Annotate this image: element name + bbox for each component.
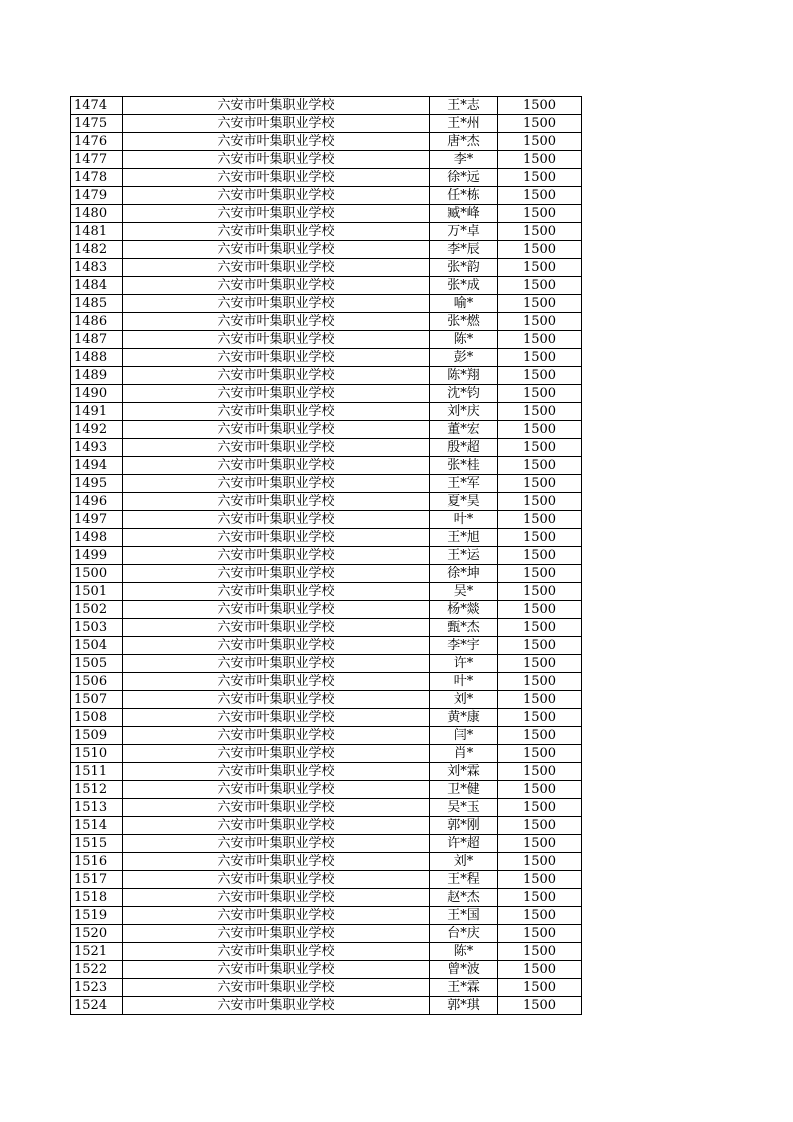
row-number-cell: 1515 bbox=[71, 835, 123, 853]
school-cell: 六安市叶集职业学校 bbox=[123, 871, 430, 889]
school-cell: 六安市叶集职业学校 bbox=[123, 421, 430, 439]
student-name-cell: 郭*琪 bbox=[430, 997, 498, 1015]
school-cell: 六安市叶集职业学校 bbox=[123, 403, 430, 421]
student-name-cell: 王*旭 bbox=[430, 529, 498, 547]
table-row bbox=[71, 619, 582, 637]
amount-cell: 1500 bbox=[498, 727, 582, 745]
row-number-cell: 1521 bbox=[71, 943, 123, 961]
student-name-cell: 叶* bbox=[430, 673, 498, 691]
school-cell: 六安市叶集职业学校 bbox=[123, 331, 430, 349]
table-row bbox=[71, 205, 582, 223]
table-row bbox=[71, 475, 582, 493]
amount-cell: 1500 bbox=[498, 115, 582, 133]
row-number-cell: 1509 bbox=[71, 727, 123, 745]
row-number-cell: 1506 bbox=[71, 673, 123, 691]
school-cell: 六安市叶集职业学校 bbox=[123, 637, 430, 655]
table-row bbox=[71, 565, 582, 583]
amount-cell: 1500 bbox=[498, 241, 582, 259]
student-name-cell: 刘* bbox=[430, 853, 498, 871]
table-row bbox=[71, 889, 582, 907]
row-number-cell: 1513 bbox=[71, 799, 123, 817]
student-name-cell: 沈*钧 bbox=[430, 385, 498, 403]
row-number-cell: 1505 bbox=[71, 655, 123, 673]
school-cell: 六安市叶集职业学校 bbox=[123, 97, 430, 115]
amount-cell: 1500 bbox=[498, 799, 582, 817]
student-name-cell: 张*韵 bbox=[430, 259, 498, 277]
row-number-cell: 1492 bbox=[71, 421, 123, 439]
row-number-cell: 1522 bbox=[71, 961, 123, 979]
row-number-cell: 1486 bbox=[71, 313, 123, 331]
row-number-cell: 1487 bbox=[71, 331, 123, 349]
school-cell: 六安市叶集职业学校 bbox=[123, 691, 430, 709]
row-number-cell: 1520 bbox=[71, 925, 123, 943]
school-cell: 六安市叶集职业学校 bbox=[123, 349, 430, 367]
amount-cell: 1500 bbox=[498, 313, 582, 331]
school-cell: 六安市叶集职业学校 bbox=[123, 799, 430, 817]
amount-cell: 1500 bbox=[498, 187, 582, 205]
student-name-cell: 刘*庆 bbox=[430, 403, 498, 421]
amount-cell: 1500 bbox=[498, 673, 582, 691]
table-row bbox=[71, 367, 582, 385]
school-cell: 六安市叶集职业学校 bbox=[123, 205, 430, 223]
table-row bbox=[71, 925, 582, 943]
row-number-cell: 1494 bbox=[71, 457, 123, 475]
student-name-cell: 叶* bbox=[430, 511, 498, 529]
row-number-cell: 1503 bbox=[71, 619, 123, 637]
school-cell: 六安市叶集职业学校 bbox=[123, 727, 430, 745]
student-name-cell: 徐*坤 bbox=[430, 565, 498, 583]
amount-cell: 1500 bbox=[498, 835, 582, 853]
student-name-cell: 王*程 bbox=[430, 871, 498, 889]
school-cell: 六安市叶集职业学校 bbox=[123, 547, 430, 565]
row-number-cell: 1502 bbox=[71, 601, 123, 619]
school-cell: 六安市叶集职业学校 bbox=[123, 655, 430, 673]
row-number-cell: 1510 bbox=[71, 745, 123, 763]
school-cell: 六安市叶集职业学校 bbox=[123, 781, 430, 799]
row-number-cell: 1514 bbox=[71, 817, 123, 835]
school-cell: 六安市叶集职业学校 bbox=[123, 583, 430, 601]
school-cell: 六安市叶集职业学校 bbox=[123, 907, 430, 925]
amount-cell: 1500 bbox=[498, 385, 582, 403]
student-name-cell: 张*桂 bbox=[430, 457, 498, 475]
row-number-cell: 1524 bbox=[71, 997, 123, 1015]
row-number-cell: 1499 bbox=[71, 547, 123, 565]
school-cell: 六安市叶集职业学校 bbox=[123, 529, 430, 547]
student-name-cell: 台*庆 bbox=[430, 925, 498, 943]
spreadsheet-page bbox=[70, 96, 582, 1015]
amount-cell: 1500 bbox=[498, 403, 582, 421]
amount-cell: 1500 bbox=[498, 691, 582, 709]
table-row bbox=[71, 601, 582, 619]
student-name-cell: 张*燃 bbox=[430, 313, 498, 331]
row-number-cell: 1485 bbox=[71, 295, 123, 313]
row-number-cell: 1517 bbox=[71, 871, 123, 889]
row-number-cell: 1480 bbox=[71, 205, 123, 223]
table-row bbox=[71, 187, 582, 205]
amount-cell: 1500 bbox=[498, 979, 582, 997]
row-number-cell: 1479 bbox=[71, 187, 123, 205]
row-number-cell: 1518 bbox=[71, 889, 123, 907]
table-row bbox=[71, 781, 582, 799]
school-cell: 六安市叶集职业学校 bbox=[123, 817, 430, 835]
row-number-cell: 1482 bbox=[71, 241, 123, 259]
school-cell: 六安市叶集职业学校 bbox=[123, 673, 430, 691]
row-number-cell: 1500 bbox=[71, 565, 123, 583]
amount-cell: 1500 bbox=[498, 97, 582, 115]
amount-cell: 1500 bbox=[498, 745, 582, 763]
table-row bbox=[71, 151, 582, 169]
student-name-cell: 王*州 bbox=[430, 115, 498, 133]
school-cell: 六安市叶集职业学校 bbox=[123, 853, 430, 871]
amount-cell: 1500 bbox=[498, 943, 582, 961]
amount-cell: 1500 bbox=[498, 421, 582, 439]
student-name-cell: 陈* bbox=[430, 331, 498, 349]
amount-cell: 1500 bbox=[498, 853, 582, 871]
amount-cell: 1500 bbox=[498, 619, 582, 637]
student-name-cell: 夏*昊 bbox=[430, 493, 498, 511]
school-cell: 六安市叶集职业学校 bbox=[123, 223, 430, 241]
amount-cell: 1500 bbox=[498, 817, 582, 835]
table-row bbox=[71, 241, 582, 259]
student-name-cell: 李*宇 bbox=[430, 637, 498, 655]
student-name-cell: 徐*远 bbox=[430, 169, 498, 187]
amount-cell: 1500 bbox=[498, 223, 582, 241]
amount-cell: 1500 bbox=[498, 475, 582, 493]
table-row bbox=[71, 331, 582, 349]
table-row bbox=[71, 871, 582, 889]
school-cell: 六安市叶集职业学校 bbox=[123, 961, 430, 979]
table-row bbox=[71, 115, 582, 133]
table-row bbox=[71, 511, 582, 529]
school-cell: 六安市叶集职业学校 bbox=[123, 385, 430, 403]
row-number-cell: 1483 bbox=[71, 259, 123, 277]
row-number-cell: 1484 bbox=[71, 277, 123, 295]
student-name-cell: 王*运 bbox=[430, 547, 498, 565]
student-name-cell: 张*成 bbox=[430, 277, 498, 295]
amount-cell: 1500 bbox=[498, 547, 582, 565]
table-row bbox=[71, 457, 582, 475]
table-row bbox=[71, 979, 582, 997]
row-number-cell: 1478 bbox=[71, 169, 123, 187]
table-row bbox=[71, 97, 582, 115]
row-number-cell: 1507 bbox=[71, 691, 123, 709]
table-row bbox=[71, 691, 582, 709]
school-cell: 六安市叶集职业学校 bbox=[123, 889, 430, 907]
table-row bbox=[71, 961, 582, 979]
row-number-cell: 1491 bbox=[71, 403, 123, 421]
table-row bbox=[71, 637, 582, 655]
table-row bbox=[71, 223, 582, 241]
table-row bbox=[71, 403, 582, 421]
amount-cell: 1500 bbox=[498, 763, 582, 781]
table-row bbox=[71, 277, 582, 295]
school-cell: 六安市叶集职业学校 bbox=[123, 169, 430, 187]
school-cell: 六安市叶集职业学校 bbox=[123, 925, 430, 943]
student-name-cell: 王*志 bbox=[430, 97, 498, 115]
school-cell: 六安市叶集职业学校 bbox=[123, 313, 430, 331]
row-number-cell: 1493 bbox=[71, 439, 123, 457]
table-row bbox=[71, 853, 582, 871]
table-row bbox=[71, 997, 582, 1015]
amount-cell: 1500 bbox=[498, 925, 582, 943]
student-name-cell: 陈*翔 bbox=[430, 367, 498, 385]
table-body bbox=[71, 97, 582, 1015]
table-row bbox=[71, 295, 582, 313]
amount-cell: 1500 bbox=[498, 133, 582, 151]
row-number-cell: 1495 bbox=[71, 475, 123, 493]
school-cell: 六安市叶集职业学校 bbox=[123, 277, 430, 295]
school-cell: 六安市叶集职业学校 bbox=[123, 187, 430, 205]
student-name-cell: 殷*超 bbox=[430, 439, 498, 457]
student-name-cell: 王*军 bbox=[430, 475, 498, 493]
table-row bbox=[71, 727, 582, 745]
amount-cell: 1500 bbox=[498, 709, 582, 727]
school-cell: 六安市叶集职业学校 bbox=[123, 997, 430, 1015]
table-row bbox=[71, 799, 582, 817]
student-name-cell: 刘*霖 bbox=[430, 763, 498, 781]
school-cell: 六安市叶集职业学校 bbox=[123, 295, 430, 313]
amount-cell: 1500 bbox=[498, 277, 582, 295]
student-name-cell: 王*霖 bbox=[430, 979, 498, 997]
student-name-cell: 许*超 bbox=[430, 835, 498, 853]
table-row bbox=[71, 421, 582, 439]
table-row bbox=[71, 259, 582, 277]
student-name-cell: 吴*玉 bbox=[430, 799, 498, 817]
student-name-cell: 李*辰 bbox=[430, 241, 498, 259]
amount-cell: 1500 bbox=[498, 151, 582, 169]
table-row bbox=[71, 907, 582, 925]
student-name-cell: 黄*康 bbox=[430, 709, 498, 727]
student-name-cell: 陈* bbox=[430, 943, 498, 961]
student-name-cell: 卫*健 bbox=[430, 781, 498, 799]
student-name-cell: 闫* bbox=[430, 727, 498, 745]
subsidy-table bbox=[70, 96, 582, 1015]
table-row bbox=[71, 655, 582, 673]
row-number-cell: 1488 bbox=[71, 349, 123, 367]
row-number-cell: 1477 bbox=[71, 151, 123, 169]
school-cell: 六安市叶集职业学校 bbox=[123, 943, 430, 961]
row-number-cell: 1508 bbox=[71, 709, 123, 727]
table-row bbox=[71, 133, 582, 151]
row-number-cell: 1519 bbox=[71, 907, 123, 925]
table-row bbox=[71, 493, 582, 511]
row-number-cell: 1496 bbox=[71, 493, 123, 511]
school-cell: 六安市叶集职业学校 bbox=[123, 115, 430, 133]
amount-cell: 1500 bbox=[498, 871, 582, 889]
table-row bbox=[71, 709, 582, 727]
school-cell: 六安市叶集职业学校 bbox=[123, 133, 430, 151]
table-row bbox=[71, 745, 582, 763]
school-cell: 六安市叶集职业学校 bbox=[123, 619, 430, 637]
school-cell: 六安市叶集职业学校 bbox=[123, 709, 430, 727]
table-row bbox=[71, 835, 582, 853]
school-cell: 六安市叶集职业学校 bbox=[123, 439, 430, 457]
amount-cell: 1500 bbox=[498, 583, 582, 601]
amount-cell: 1500 bbox=[498, 997, 582, 1015]
school-cell: 六安市叶集职业学校 bbox=[123, 151, 430, 169]
table-row bbox=[71, 313, 582, 331]
student-name-cell: 吴* bbox=[430, 583, 498, 601]
table-row bbox=[71, 385, 582, 403]
amount-cell: 1500 bbox=[498, 907, 582, 925]
table-row bbox=[71, 943, 582, 961]
row-number-cell: 1497 bbox=[71, 511, 123, 529]
row-number-cell: 1490 bbox=[71, 385, 123, 403]
row-number-cell: 1474 bbox=[71, 97, 123, 115]
amount-cell: 1500 bbox=[498, 781, 582, 799]
student-name-cell: 任*栋 bbox=[430, 187, 498, 205]
student-name-cell: 彭* bbox=[430, 349, 498, 367]
amount-cell: 1500 bbox=[498, 439, 582, 457]
row-number-cell: 1481 bbox=[71, 223, 123, 241]
table-row bbox=[71, 583, 582, 601]
row-number-cell: 1523 bbox=[71, 979, 123, 997]
row-number-cell: 1489 bbox=[71, 367, 123, 385]
school-cell: 六安市叶集职业学校 bbox=[123, 745, 430, 763]
table-row bbox=[71, 439, 582, 457]
row-number-cell: 1511 bbox=[71, 763, 123, 781]
student-name-cell: 杨*燚 bbox=[430, 601, 498, 619]
row-number-cell: 1498 bbox=[71, 529, 123, 547]
student-name-cell: 刘* bbox=[430, 691, 498, 709]
amount-cell: 1500 bbox=[498, 331, 582, 349]
amount-cell: 1500 bbox=[498, 511, 582, 529]
amount-cell: 1500 bbox=[498, 457, 582, 475]
table-row bbox=[71, 547, 582, 565]
student-name-cell: 肖* bbox=[430, 745, 498, 763]
row-number-cell: 1504 bbox=[71, 637, 123, 655]
amount-cell: 1500 bbox=[498, 655, 582, 673]
student-name-cell: 许* bbox=[430, 655, 498, 673]
school-cell: 六安市叶集职业学校 bbox=[123, 979, 430, 997]
amount-cell: 1500 bbox=[498, 169, 582, 187]
school-cell: 六安市叶集职业学校 bbox=[123, 493, 430, 511]
school-cell: 六安市叶集职业学校 bbox=[123, 241, 430, 259]
school-cell: 六安市叶集职业学校 bbox=[123, 367, 430, 385]
amount-cell: 1500 bbox=[498, 295, 582, 313]
student-name-cell: 董*宏 bbox=[430, 421, 498, 439]
school-cell: 六安市叶集职业学校 bbox=[123, 457, 430, 475]
school-cell: 六安市叶集职业学校 bbox=[123, 259, 430, 277]
school-cell: 六安市叶集职业学校 bbox=[123, 601, 430, 619]
amount-cell: 1500 bbox=[498, 349, 582, 367]
student-name-cell: 唐*杰 bbox=[430, 133, 498, 151]
amount-cell: 1500 bbox=[498, 529, 582, 547]
school-cell: 六安市叶集职业学校 bbox=[123, 511, 430, 529]
student-name-cell: 王*国 bbox=[430, 907, 498, 925]
table-row bbox=[71, 763, 582, 781]
amount-cell: 1500 bbox=[498, 601, 582, 619]
amount-cell: 1500 bbox=[498, 637, 582, 655]
student-name-cell: 李* bbox=[430, 151, 498, 169]
row-number-cell: 1516 bbox=[71, 853, 123, 871]
table-row bbox=[71, 169, 582, 187]
student-name-cell: 万*卓 bbox=[430, 223, 498, 241]
student-name-cell: 臧*峰 bbox=[430, 205, 498, 223]
row-number-cell: 1501 bbox=[71, 583, 123, 601]
row-number-cell: 1512 bbox=[71, 781, 123, 799]
row-number-cell: 1475 bbox=[71, 115, 123, 133]
row-number-cell: 1476 bbox=[71, 133, 123, 151]
student-name-cell: 赵*杰 bbox=[430, 889, 498, 907]
school-cell: 六安市叶集职业学校 bbox=[123, 763, 430, 781]
amount-cell: 1500 bbox=[498, 205, 582, 223]
amount-cell: 1500 bbox=[498, 565, 582, 583]
table-row bbox=[71, 673, 582, 691]
amount-cell: 1500 bbox=[498, 889, 582, 907]
school-cell: 六安市叶集职业学校 bbox=[123, 835, 430, 853]
student-name-cell: 喻* bbox=[430, 295, 498, 313]
school-cell: 六安市叶集职业学校 bbox=[123, 565, 430, 583]
table-row bbox=[71, 817, 582, 835]
student-name-cell: 曾*波 bbox=[430, 961, 498, 979]
amount-cell: 1500 bbox=[498, 493, 582, 511]
school-cell: 六安市叶集职业学校 bbox=[123, 475, 430, 493]
table-row bbox=[71, 529, 582, 547]
student-name-cell: 郭*刚 bbox=[430, 817, 498, 835]
table-row bbox=[71, 349, 582, 367]
amount-cell: 1500 bbox=[498, 367, 582, 385]
amount-cell: 1500 bbox=[498, 259, 582, 277]
student-name-cell: 甄*杰 bbox=[430, 619, 498, 637]
amount-cell: 1500 bbox=[498, 961, 582, 979]
